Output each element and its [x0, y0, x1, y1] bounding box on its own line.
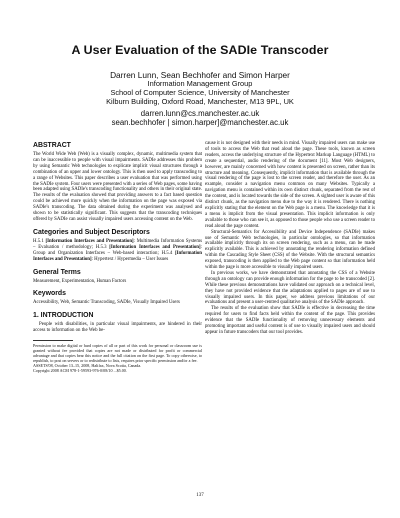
general-terms-text: Measurement, Experimentation, Human Factors	[33, 278, 127, 284]
author-emails	[20, 110, 380, 128]
footnote-rule	[33, 340, 73, 341]
copyright-footnote	[33, 344, 202, 373]
categories-text	[33, 239, 202, 263]
email-line: sean.bechhofer | simon.harper]@manchester.ac.uk	[111, 118, 289, 128]
body-paragraph: The results of the evaluation show that SADIe is effective in decreasing the time required for users to find facts held within the content of the page. This provides evidence that the SADIe functionality of removing unnecessary elements and promoting important and useful content is of use to visually impaired users and should appear in future transcoders that our tool provides.	[205, 306, 375, 335]
category-label: [Information Interfaces and Presentation]	[33, 250, 202, 262]
right-column	[205, 141, 375, 336]
general-terms-heading: General Terms	[33, 268, 81, 276]
category-text: : Multimedia Information Systems – Evaluation / methodology;	[33, 238, 202, 250]
category-code: H.5.4	[161, 250, 176, 256]
category-label: [Information Interfaces and Presentation]	[45, 238, 134, 244]
category-code: H.5.1	[33, 238, 46, 244]
introduction-text: People with disabilities, in particular visual impairments, are hindered in their access to information on the Web be-	[33, 322, 202, 334]
abstract-text: The World Wide Web (Web) is a visually complex, dynamic, multimedia system that can be inaccessible to people with visual impairments. SADIe addresses this problem by using Semantic Web technologies to explicate implicit visual structures through a combination of an upper and lower ontology. This is then used to apply transcoding to a range of Websites. This paper describes a user evaluation that was performed using the SADIe system. Four users were presented with a series of Web pages, some having been adapted using SADIe's transcoding functionality and others in their original state. The results of the evaluation showed that providing answers to a fact based question could be achieved more quickly when the information on the page was exposed via SADIe's transcoding. The data obtained during the experiment was analysed and shown to be statistically significant. This suggests that the transcoding techniques offered by SADIe can assist visually impaired users accessing content on the Web.	[33, 152, 202, 222]
copyright-line: Copyright 2008 ACM 978-1-59593-976-0/08/10 ...$5.00.	[33, 367, 127, 373]
author-block	[20, 71, 380, 128]
categories-heading: Categories and Subject Descriptors	[33, 228, 150, 236]
body-paragraph: Structural-Semantics for Accessibility and Device Independence (SADIe) makes use of Semantic Web technologies, in particular ontologies, so that information available implicitly through its on screen rendering, such as a menu, can be made explicitly available. This is achieved by annotating the rendering information defined within the Cascading Style Sheet (CSS) of the Website. With the structural semantics exposed, transcoding is then applied to the Web page content so that information held within the page is more accessible to visually impaired users.	[205, 229, 375, 271]
abstract-heading: ABSTRACT	[33, 142, 71, 149]
category-text: : Group and Organization Interfaces – Web-based interaction;	[33, 244, 202, 256]
category-text: : Hypertext / Hypermedia – User Issues	[91, 256, 169, 262]
category-label: [Information Interfaces and Presentation]	[109, 244, 201, 250]
body-paragraph: In previous works, we have demonstrated that annotating the CSS of a Website through an ontology can provide enough information for the page to be transcoded [2]. While these previous demonstrations have validated our approach on a technical level, they have not provided evidence that the adaptations applied to pages are of use to visually impaired users. In this paper, we address previous limitations of our evaluations and present a user-centred qualitative analysis of the SADIe approach.	[205, 270, 375, 306]
affiliation-line: Information Management Group	[147, 79, 253, 89]
affiliation-line: Kilburn Building, Oxford Road, Manchester, M13 9PL, UK	[106, 96, 294, 106]
email-line: darren.lunn@cs.manchester.ac.uk	[140, 109, 260, 119]
affiliation-line: School of Computer Science, University of Manchester	[110, 87, 290, 97]
introduction-heading: 1. INTRODUCTION	[33, 312, 94, 320]
page-number: 137	[196, 493, 204, 498]
left-column	[33, 142, 202, 374]
author-names: Darren Lunn, Sean Bechhofer and Simon Harper	[110, 70, 290, 80]
body-paragraph: cause it is not designed with their needs in mind. Visually impaired users can make use of tools to access the Web that read aloud the page. These tools, known as screen readers, access the underlying structure of the Hypertext Markup Language (HTML) to create a sequential, audio rendering of the document [11]. Most Web designers, however, are mainly concerned with how content is presented on screen, rather than its structure and meaning. Consequently, implicit information that is available through the visual rendering of the page is lost to the screen reader, and therefore the user. As an example, consider a navigation menu common on many Websites. Typically a navigation menu is contained within its own distinct chunk, separated from the rest of the content, and is located towards the side of the screen. A sighted user is aware of this distinct chunk, as the navigation menu due to the way it is rendered. There is nothing explicitly stating that the element on the Web page is a menu. The knowledge that it is a menu is implicit from the visual presentation. This implicit information is only available to those who can see it, as opposed to those people who use a screen reader to read aloud the page content.	[205, 141, 375, 229]
conference-line: ASSETS'08, October 13–15, 2008, Halifax, Nova Scotia, Canada.	[33, 362, 142, 368]
permission-notice: Permission to make digital or hard copies of all or part of this work for personal or classroom use is granted without fee provided that copies are not made or distributed for profit or commercial advantage and that copies bear this notice and the full citation on the first page. To copy otherwise, to republish, to post on servers or to redistribute to lists, requires prior specific permission and/or a fee.	[33, 343, 202, 363]
keywords-heading: Keywords	[33, 290, 66, 298]
keywords-text: Accessibility, Web, Semantic Transcoding, SADIe, Visually Impaired Users	[33, 300, 180, 306]
category-code: H.5.3	[95, 244, 110, 250]
paper-title: A User Evaluation of the SADIe Transcoder	[71, 43, 329, 57]
